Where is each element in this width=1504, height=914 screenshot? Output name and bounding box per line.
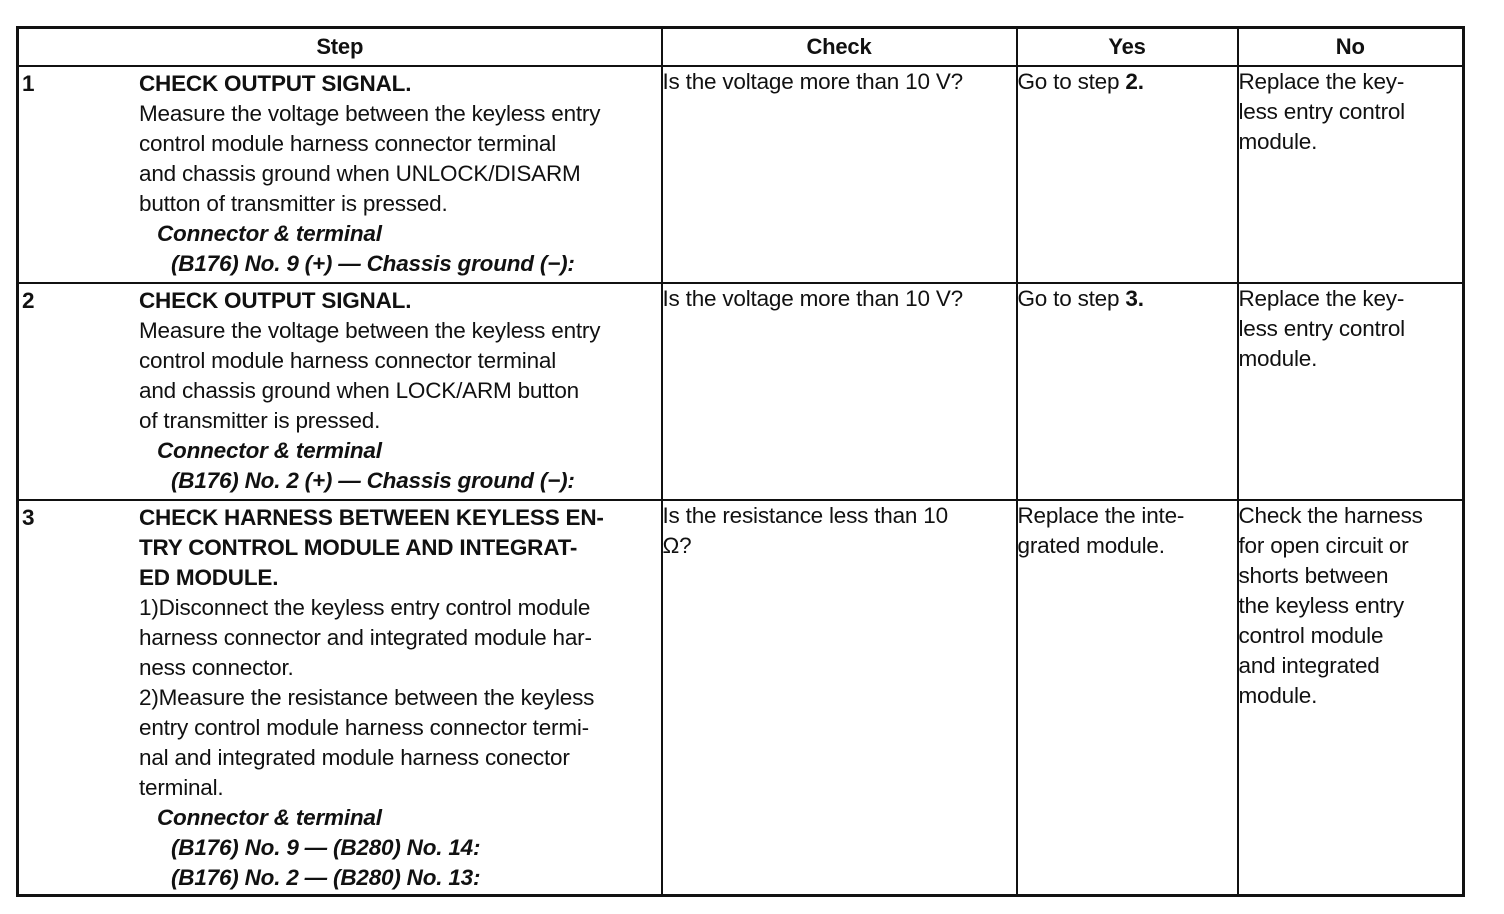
check-cell [662,66,1017,283]
step-text-line: harness connector and integrated module har- [139,625,592,650]
yes-text: Go to step [1017,286,1126,311]
step-text-line: entry control module harness connector termi- [139,715,589,740]
no-text-line: Replace the key- [1238,286,1405,311]
check-text-line: Is the voltage more than 10 V? [662,69,963,94]
table-row [18,500,1464,896]
yes-step-ref: 3 [1125,286,1138,311]
step-title: TRY CONTROL MODULE AND INTEGRAT- [139,535,578,560]
yes-cell [1017,500,1238,896]
step-number: 3 [22,505,35,530]
no-text-line: the keyless entry [1238,593,1404,618]
step-text-line: and chassis ground when LOCK/ARM button [139,378,579,403]
step-text-line: terminal. [139,775,224,800]
step-cell [18,500,662,896]
check-text-line: Is the voltage more than 10 V? [662,286,963,311]
no-text-line: control module [1238,623,1384,648]
step-number: 1 [22,71,35,96]
no-cell [1238,66,1464,283]
table-row [18,66,1464,283]
yes-cell [1017,283,1238,500]
no-text-line: for open circuit or [1238,533,1409,558]
header-yes: Yes [1017,28,1238,67]
step-text-line: and chassis ground when UNLOCK/DISARM [139,161,581,186]
connector-value: (B176) No. 2 — (B280) No. 13: [171,865,481,890]
diagnostic-table [16,26,1465,897]
connector-label: Connector & terminal [157,221,382,246]
step-number: 2 [22,288,35,313]
table-header-row [18,28,1464,67]
yes-text-line: Replace the inte- [1017,503,1185,528]
yes-suffix: . [1137,69,1144,94]
step-text-line: control module harness connector terminal [139,131,557,156]
header-step: Step [18,28,662,67]
step-title: ED MODULE. [139,565,279,590]
no-text-line: less entry control [1238,99,1405,124]
yes-cell [1017,66,1238,283]
no-text-line: and integrated [1238,653,1380,678]
no-text-line: Check the harness [1238,503,1423,528]
header-no: No [1238,28,1464,67]
step-text-line: ness connector. [139,655,294,680]
step-title: CHECK OUTPUT SIGNAL. [139,71,412,96]
no-text-line: module. [1238,129,1318,154]
no-text-line: module. [1238,683,1318,708]
step-body [19,501,661,893]
yes-step-ref: 2 [1125,69,1138,94]
step-body [19,284,661,496]
step-text-line: of transmitter is pressed. [139,408,381,433]
step-text-line: button of transmitter is pressed. [139,191,448,216]
yes-suffix: . [1137,286,1144,311]
connector-value: (B176) No. 9 (+) — Chassis ground (−): [171,251,575,276]
step-cell [18,283,662,500]
step-text-line: 1)Disconnect the keyless entry control module [139,595,591,620]
step-text-line: Measure the voltage between the keyless entry [139,318,601,343]
no-text-line: module. [1238,346,1318,371]
connector-label: Connector & terminal [157,805,382,830]
step-text-line: Measure the voltage between the keyless entry [139,101,601,126]
header-check: Check [662,28,1017,67]
check-cell [662,283,1017,500]
check-text-line: Is the resistance less than 10 [662,503,948,528]
step-title: CHECK HARNESS BETWEEN KEYLESS EN- [139,505,604,530]
check-text-line: Ω? [662,533,692,558]
step-cell [18,66,662,283]
check-cell [662,500,1017,896]
step-text-line: nal and integrated module harness conector [139,745,570,770]
no-cell [1238,500,1464,896]
yes-text: Go to step [1017,69,1126,94]
step-text-line: 2)Measure the resistance between the keyless [139,685,595,710]
no-text-line: Replace the key- [1238,69,1405,94]
no-cell [1238,283,1464,500]
step-body [19,67,661,279]
yes-text-line: grated module. [1017,533,1165,558]
no-text-line: less entry control [1238,316,1405,341]
no-text-line: shorts between [1238,563,1389,588]
step-text-line: control module harness connector terminal [139,348,557,373]
connector-value: (B176) No. 2 (+) — Chassis ground (−): [171,468,575,493]
step-title: CHECK OUTPUT SIGNAL. [139,288,412,313]
table-row [18,283,1464,500]
connector-label: Connector & terminal [157,438,382,463]
connector-value: (B176) No. 9 — (B280) No. 14: [171,835,481,860]
